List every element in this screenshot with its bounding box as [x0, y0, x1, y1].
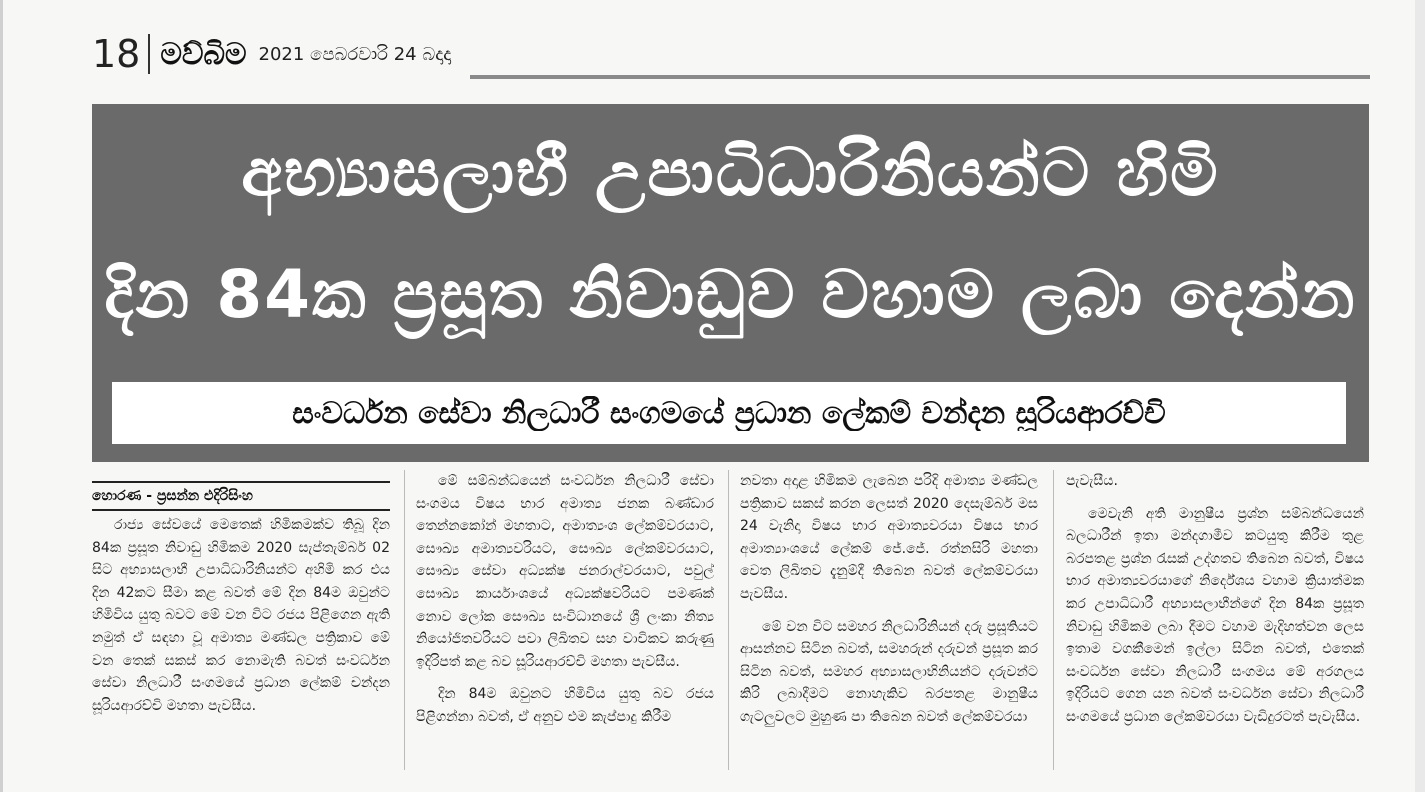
column-divider: [728, 470, 729, 770]
column-divider: [404, 470, 405, 770]
headline-line-1: අභ්‍යාසලාභී උපාධිධාරිනියන්ට හිමි: [241, 134, 1220, 211]
paragraph: නවතා අදාළ හිමිකම ලැබෙන පරිදි අමාත්‍ය මණ්ඩල පත්‍රිකාව සකස් කරන ලෙසත් 2020 දෙසැම්බර් මස 24 වැනිදා විෂය භාර අමාත්‍යවරයා විෂය භාර අමාත්‍යාංශයේ ලේකම් ජේ.ජේ. රත්නසිරි මහතා වෙත ලිඛිතව දැනුම්දී තිබෙන බවත් ලේකම්වරයා පැවසීය.: [740, 473, 1038, 602]
column-divider: [1053, 470, 1054, 770]
paragraph: පැවැසීය.: [1066, 473, 1118, 489]
paragraph: මෙවැනි අති මානුෂීය ප්‍රශ්න සම්බන්ධයෙන් බලධාරීන් ඉතා මන්දගාමීව කටයුතු කිරීම තුළ බරපතළ ප්‍රශ්න රැසක් උද්ගතව තිබෙන බවත්, විෂය භාර අමාත්‍යවරයාගේ නිර්දේශය වහාම ක්‍රියාත්මක කර උපාධිධාරී අභ්‍යාසලාභීන්ගේ දින 84ක ප්‍රසූත නිවාඩු හිමිකම ලබා දීමට වහාම මැදිහත්වන ලෙස ඉතාම වගකීමෙන් ඉල්ලා සිටින බවත්, එතෙක් සංවර්ධන සේවා නිලධාරී සංගමය මේ අරගලය ඉදිරියට ගෙන යන බවත් සංවර්ධන සේවා නිලධාරී සංගමයේ ප්‍රධාන ලේකම්වරයා වැඩිදුරටත් පැවැසීය.: [1066, 505, 1364, 725]
masthead: [92, 30, 1382, 78]
paragraph: මේ සම්බන්ධයෙන් සංවර්ධන නිලධාරී සේවා සංගමය විෂය භාර අමාත්‍ය ජනක බණ්ඩාර තෙන්නකෝන් මහතාට, අමාත්‍යංශ ලේකම්වරයාට, සෞඛ්‍ය අමාත්‍යවරියට, සෞඛ්‍ය ලේකම්වරයාට, සෞඛ්‍ය සේවා අධ්‍යක්ෂ ජනරාල්වරයාට, පවුල් සෞඛ්‍ය කාර්යාංශයේ අධ්‍යක්ෂවරියට පමණක් නොව ලෝක සෞඛ්‍ය සංවිධානයේ ශ්‍රී ලංකා නිත්‍ය නියෝජිතවරියට පවා ලිඛිතව සහ වාචිකව කරුණු ඉදිරිපත් කළ බව සූරියආරච්චි මහතා පැවසීය.: [416, 473, 714, 670]
article-column-1: [92, 514, 390, 717]
paragraph: මේ වන විට සමහර නිලධාරිනියන් දරු ප්‍රසූතියට ආසන්නව සිටින බවත්, සමහරුන් දරුවන් ප්‍රසූත කර සිටින බවත්, සමහර අභ්‍යාසලාභිනියන්ට දරුවන්ට කිරි ලබාදීමට නොහැකිව බරපතළ මානුෂීය ගැටලුවලට මුහුණ පා තිබෙන බවත් ලේකම්වරයා: [740, 618, 1038, 725]
subheadline: සංවර්ධන සේවා නිලධාරී සංගමයේ ප්‍රධාන ලේකම් චන්දන සූරියආරච්චි: [292, 395, 1166, 431]
byline: හොරණ - ප්‍රසන්න එදිරිසිංහ: [92, 481, 390, 511]
article-column-3: [740, 470, 1038, 729]
article-column-2: [416, 470, 714, 729]
headline-line-2: දින 84ක ප්‍රසූත නිවාඩුව වහාම ලබා දෙන්න: [104, 256, 1357, 333]
masthead-rule: [470, 75, 1370, 79]
issue-date: 2021 පෙබරවාරි 24 බදාදා: [258, 43, 452, 65]
article-column-4: [1066, 470, 1364, 729]
paragraph: රාජ්‍ය සේවයේ මෙතෙක් හිමිකමක්ව තිබූ දින 84ක ප්‍රසූත නිවාඩු හිමිකම 2020 සැප්තැම්බර් 02 සිට අභ්‍යාසලාභී උපාධිධාරිනියන්ට අහිමි කර එය දින 42කට සීමා කළ බවත් මේ දින 84ම ඔවුන්ට හිමිවිය යුතු බවට මේ වන විට රජය පිළිගෙන ඇති නමුත් ඒ සඳහා වූ අමාත්‍ය මණ්ඩල පත්‍රිකාව මේ වන තෙක් සකස් කර නොමැති බවත් සංවර්ධන සේවා නිලධාරී සංගමයේ ප්‍රධාන ලේකම් චන්දන සූරියආරච්චි මහතා පැවසීය.: [92, 517, 390, 714]
page-number: 18: [92, 34, 150, 74]
page-edge-right: [1415, 0, 1425, 792]
newspaper-name: මව්බිම: [160, 36, 247, 72]
paragraph: දින 84ම ඔවුනට හිමිවිය යුතු බව රජය පිළිගන්නා බවත්, ඒ අනුව එම කැප්පාදු කිරීම: [416, 686, 714, 725]
page-edge-left: [0, 0, 3, 792]
headline-panel: [92, 104, 1369, 462]
subheadline-box: [112, 382, 1346, 444]
